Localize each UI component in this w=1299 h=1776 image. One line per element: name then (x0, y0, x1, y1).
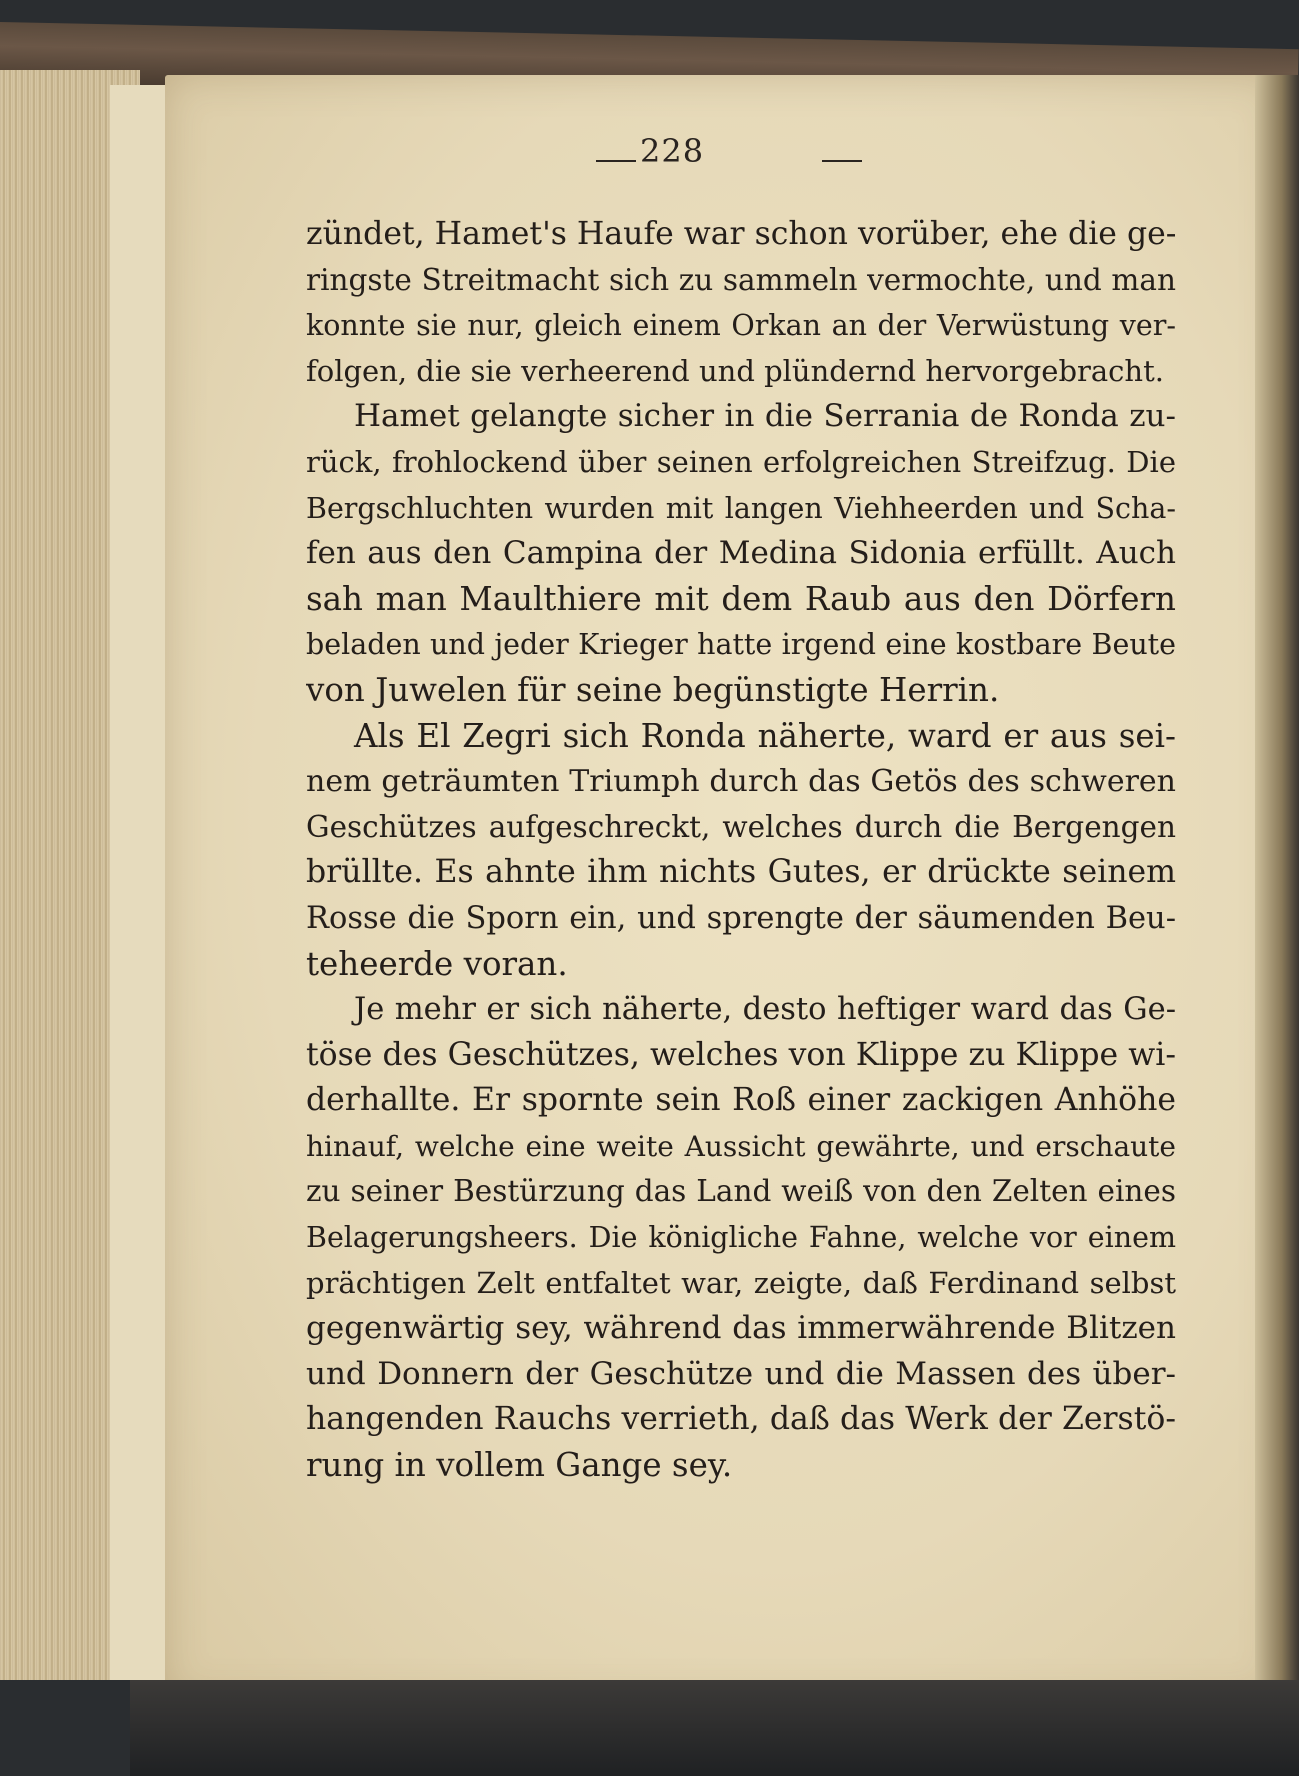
text-line: Belagerungsheers. Die königliche Fahne, welche vor einem (306, 1221, 1176, 1255)
text-line: Rosse die Sporn ein, und sprengte der säumenden Beu- (306, 900, 1176, 936)
text-line: töse des Geschützes, welches von Klippe zu Klippe wi- (306, 1036, 1176, 1073)
text-line: zündet, Hamet's Haufe war schon vorüber, ehe die ge- (306, 216, 1176, 252)
text-line: Hamet gelangte sicher in die Serrania de Ronda zu- (354, 398, 1176, 435)
text-line: sah man Maulthiere mit dem Raub aus den Dörfern (306, 579, 1176, 618)
text-line: konnte sie nur, gleich einem Orkan an der Verwüstung ver- (306, 309, 1176, 343)
body-text (306, 212, 1176, 1489)
page-number-dash-right (822, 160, 862, 162)
text-line: Als El Zegri sich Ronda näherte, ward er aus sei- (354, 716, 1176, 755)
text-line: Je mehr er sich näherte, desto heftiger ward das Ge- (354, 992, 1176, 1028)
text-line: nem geträumten Triumph durch das Getös des schweren (306, 764, 1176, 800)
text-line: rück, frohlockend über seinen erfolgreichen Streifzug. Die (306, 444, 1176, 479)
page-number-dash-left (596, 160, 636, 162)
text-line: hangenden Rauchs verrieth, daß das Werk der Zerstö- (306, 1401, 1176, 1438)
page-gutter-shadow (1255, 75, 1299, 1700)
text-line: rung in vollem Gange sey. (306, 1446, 733, 1485)
text-line: hinauf, welche eine weite Aussicht gewährte, und erschaute (306, 1129, 1176, 1163)
page-number: 228 (640, 132, 705, 170)
text-line: Bergschluchten wurden mit langen Viehheerden und Scha- (306, 491, 1176, 525)
text-line: gegenwärtig sey, während das immerwährende Blitzen (306, 1310, 1176, 1347)
text-line: von Juwelen für seine begünstigte Herrin. (306, 670, 1000, 709)
text-line: zu seiner Bestürzung das Land weiß von den Zelten eines (306, 1174, 1176, 1209)
text-line: Geschützes aufgeschreckt, welches durch die Bergengen (306, 809, 1176, 844)
text-line: derhallte. Er spornte sein Roß einer zackigen Anhöhe (306, 1082, 1176, 1119)
text-line: ringste Streitmacht sich zu sammeln vermochte, und man (306, 262, 1176, 297)
book-bottom-edge (130, 1680, 1299, 1776)
text-line: beladen und jeder Krieger hatte irgend eine kostbare Beute (306, 628, 1176, 662)
text-line: fen aus den Campina der Medina Sidonia erfüllt. Auch (306, 535, 1176, 572)
text-line: brüllte. Es ahnte ihm nichts Gutes, er drückte seinem (306, 854, 1176, 891)
text-line: prächtigen Zelt entfaltet war, zeigte, daß Ferdinand selbst (306, 1265, 1176, 1300)
text-line: teheerde voran. (306, 944, 568, 983)
text-line: und Donnern der Geschütze und die Massen des über- (306, 1355, 1176, 1392)
text-line: folgen, die sie verheerend und plündernd hervorgebracht. (306, 353, 1164, 388)
